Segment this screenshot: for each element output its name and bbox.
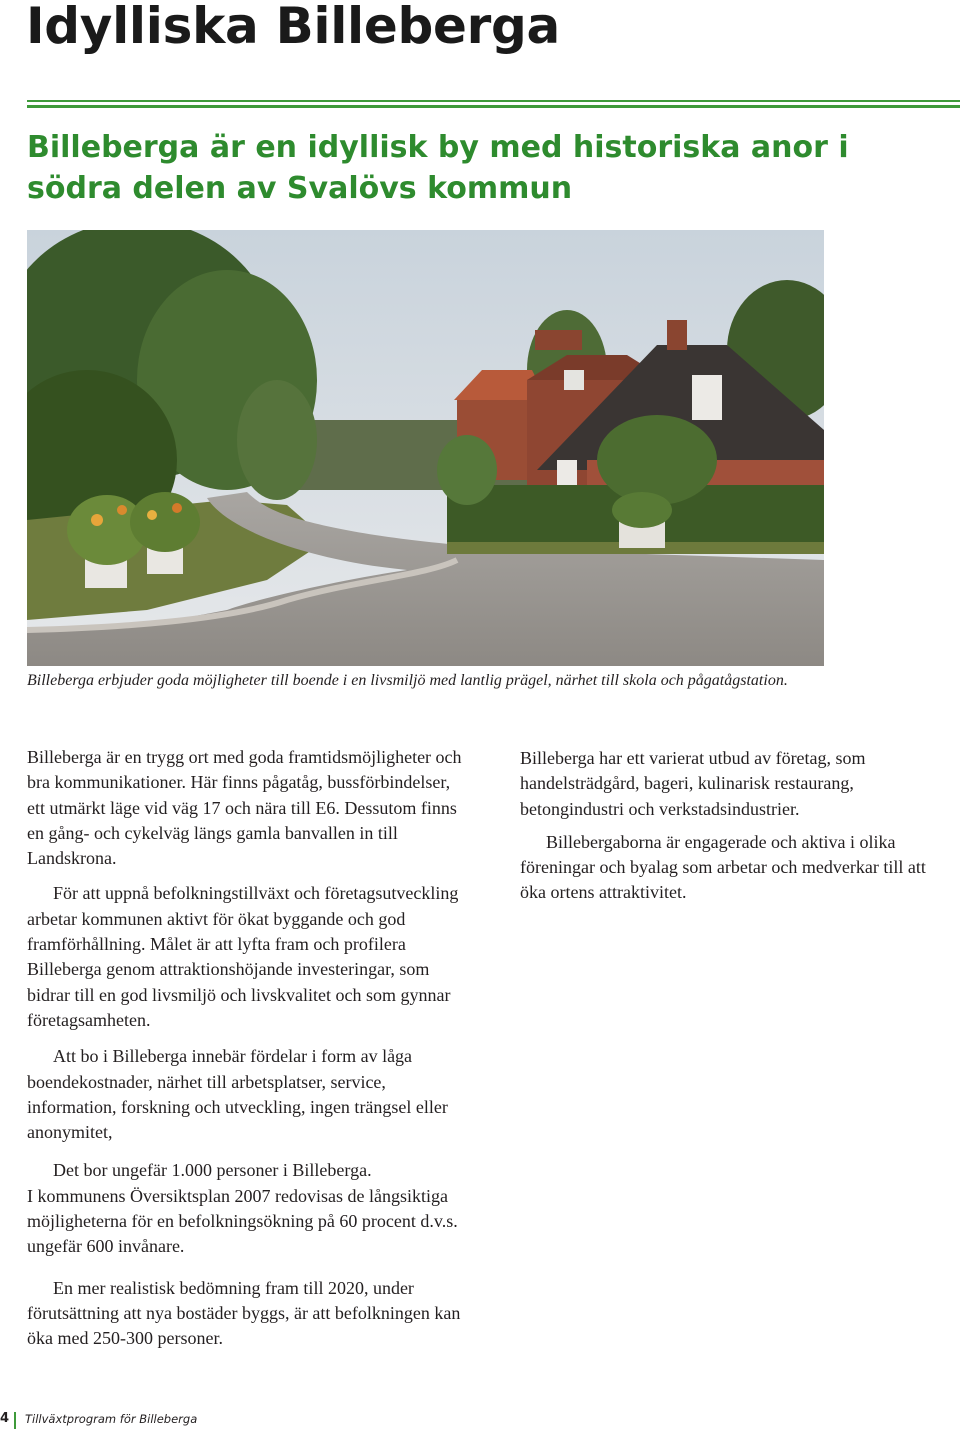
- page-title: Idylliska Billeberga: [26, 0, 560, 55]
- right-column: [520, 746, 940, 906]
- paragraph: En mer realistisk bedömning fram till 2020, under förutsättning att nya bostäder byggs, är att befolkningen kan öka med 250-300 personer.: [27, 1277, 461, 1349]
- publication-title: Tillväxtprogram för Billeberga: [25, 1412, 198, 1426]
- paragraph: Det bor ungefär 1.000 personer i Billeberga.: [53, 1160, 372, 1181]
- divider-line-thin: [27, 100, 960, 102]
- left-column: [27, 745, 467, 1352]
- village-photo: [27, 230, 824, 666]
- paragraph: I kommunens Översiktsplan 2007 redovisas de långsiktiga möjligheterna för en befolkningsökning på 60 procent d.v.s. ungefär 600 invånare.: [27, 1185, 458, 1257]
- paragraph: Billeberga är en trygg ort med goda framtidsmöjligheter och bra kommunikationer. Här finns pågatåg, bussförbindelser, ett utmärkt läge vid väg 17 och nära till E6. Dessutom finns en gång- och cykelväg längs gamla banvallen in till Landskrona.: [27, 747, 462, 869]
- footer-divider: [14, 1412, 16, 1429]
- paragraph: För att uppnå befolkningstillväxt och företagsutveckling arbetar kommunen aktivt för ökat byggande och god framförhållning. Målet är att lyfta fram och profilera Billeberga genom attraktionshöjande investeringar, som bidrar till en god livsmiljö och livskvalitet och som gynnar företagsamheten.: [27, 883, 459, 1030]
- paragraph: Billebergaborna är engagerade och aktiva i olika föreningar och byalag som arbetar och medverkar till att öka ortens attraktivitet.: [520, 831, 926, 903]
- page-number: 4: [0, 1411, 10, 1426]
- page-footer: [0, 1408, 400, 1430]
- paragraph: Billeberga har ett varierat utbud av företag, som handelsträdgård, bageri, kulinarisk restaurang, betongindustri och verkstadsindustrier.: [520, 748, 866, 819]
- divider-line-thick: [27, 105, 960, 108]
- paragraph: Att bo i Billeberga innebär fördelar i form av låga boendekostnader, närhet till arbetsplatser, service, information, forskning och utveckling, ingen trängsel eller anonymitet,: [27, 1046, 448, 1143]
- page-subtitle: Billeberga är en idyllisk by med historiska anor i södra delen av Svalövs kommun: [27, 130, 849, 206]
- title-divider: [27, 100, 960, 108]
- photo-caption: Billeberga erbjuder goda möjligheter till boende i en livsmiljö med lantlig prägel, närhet till skola och pågatågstation.: [27, 672, 788, 689]
